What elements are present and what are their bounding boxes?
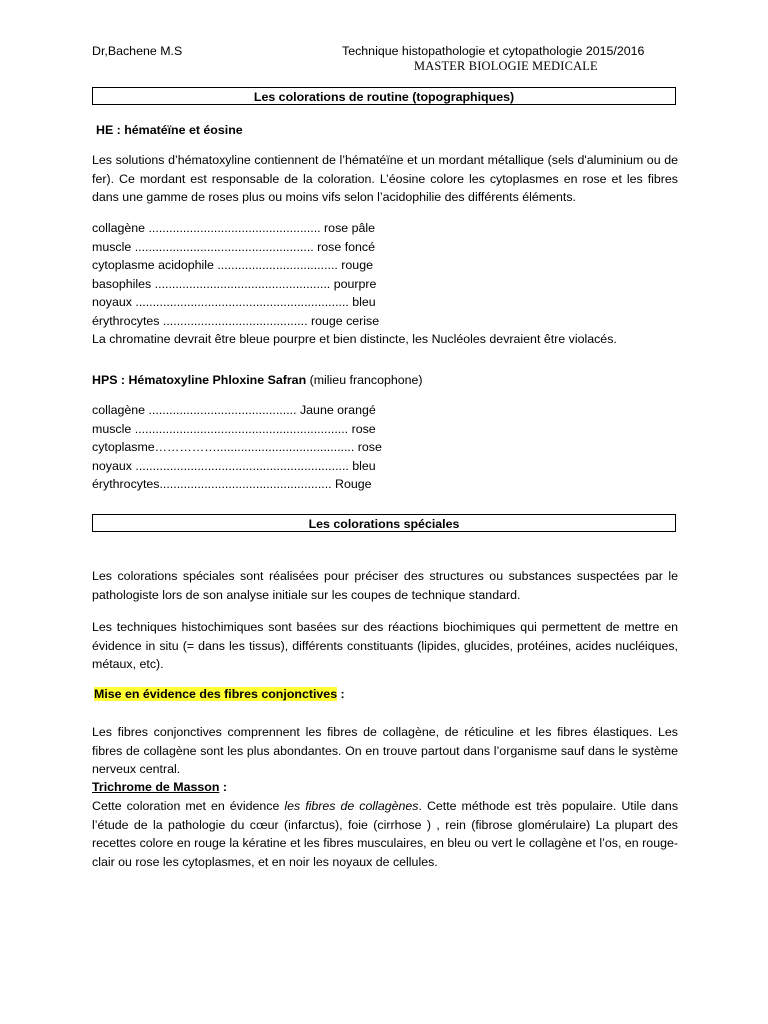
section-title-special: Les colorations spéciales bbox=[92, 514, 676, 532]
chromatine-note: La chromatine devrait être bleue pourpre et bien distincte, les Nucléoles devraient être violacés. bbox=[92, 332, 617, 346]
masson-heading-colon: : bbox=[219, 780, 227, 794]
masson-paragraph bbox=[92, 797, 678, 871]
list-item: noyaux .............................................................. bleu bbox=[92, 295, 376, 309]
list-item: collagène .................................................. rose pâle bbox=[92, 221, 376, 235]
list-item: muscle .............................................................. rose bbox=[92, 421, 376, 436]
hps-heading-rest: (milieu francophone) bbox=[306, 373, 423, 387]
hps-stain-list bbox=[92, 401, 678, 494]
he-paragraph: Les solutions d’hématoxyline contiennent de l’hématéïne et un mordant métallique (sels d'aluminium ou de fer). Ce mordant est responsable de la coloration. L’éosine colore les cytoplasmes en rose et les fibres dans une gamme de roses plus ou moins vifs selon l’acidophilie des différents éléments. bbox=[92, 153, 678, 204]
he-heading: HE : hématéïne et éosine bbox=[96, 123, 243, 137]
list-item: cytoplasme……………........................................ rose bbox=[92, 440, 382, 454]
program-name: MASTER BIOLOGIE MEDICALE bbox=[414, 59, 598, 73]
fibres-paragraph: Les fibres conjonctives comprennent les fibres de collagène, de réticuline et les fibres élastiques. Les fibres de collagène sont les plus abondantes. On en trouve partout dans l’organisme sauf dans le système nerveux central. bbox=[92, 725, 678, 776]
course-title: Technique histopathologie et cytopathologie 2015/2016 bbox=[342, 44, 645, 58]
masson-text-italic: les fibres de collagènes bbox=[284, 799, 419, 813]
masson-heading bbox=[92, 778, 678, 797]
list-item: noyaux .............................................................. bleu bbox=[92, 458, 376, 473]
list-item: érythrocytes.................................................. Rouge bbox=[92, 477, 372, 491]
fibres-heading bbox=[94, 685, 680, 704]
author-name: Dr,Bachene M.S bbox=[92, 44, 183, 58]
list-item: érythrocytes .......................................... rouge cerise bbox=[92, 313, 380, 328]
list-item: muscle .................................................... rose foncé bbox=[92, 239, 376, 254]
hps-heading-bold: HPS : Hématoxyline Phloxine Safran bbox=[92, 373, 307, 387]
list-item: collagène ........................................... Jaune orangé bbox=[92, 403, 376, 417]
fibres-heading-highlight: Mise en évidence des fibres conjonctives bbox=[94, 687, 338, 701]
he-stain-list bbox=[92, 219, 678, 349]
list-item: basophiles ................................................... pourpre bbox=[92, 276, 377, 291]
hps-heading bbox=[92, 371, 678, 390]
special-paragraph-2: Les techniques histochimiques sont basées sur des réactions biochimiques qui permettent de mettre en évidence in situ (= dans les tissus), différents constituants (lipides, glucides, protéines, acides nucléiques, métaux, etc). bbox=[92, 620, 678, 671]
masson-heading-title: Trichrome de Masson bbox=[92, 780, 220, 794]
list-item: cytoplasme acidophile ................................... rouge bbox=[92, 258, 373, 272]
special-paragraph-1: Les colorations spéciales sont réalisées pour préciser des structures ou substances suspectées par le pathologiste lors de son analyse initiale sur les coupes de technique standard. bbox=[92, 569, 678, 602]
fibres-heading-colon: : bbox=[337, 687, 345, 701]
masson-text-start: Cette coloration met en évidence bbox=[92, 799, 285, 813]
masson-text-end: . Cette méthode est très populaire. Utile dans l’étude de la pathologie du cœur (infarctus), foie (cirrhose ) , rein (fibrose glomérulaire) La plupart des recettes colore en rouge la kératine et les fibres musculaires, en bleu ou vert le collagène et l’os, en rouge-clair ou rose les cytoplasmes, et en noir les noyaux de cellules. bbox=[92, 799, 679, 869]
section-title-routine: Les colorations de routine (topographiques) bbox=[92, 87, 676, 105]
